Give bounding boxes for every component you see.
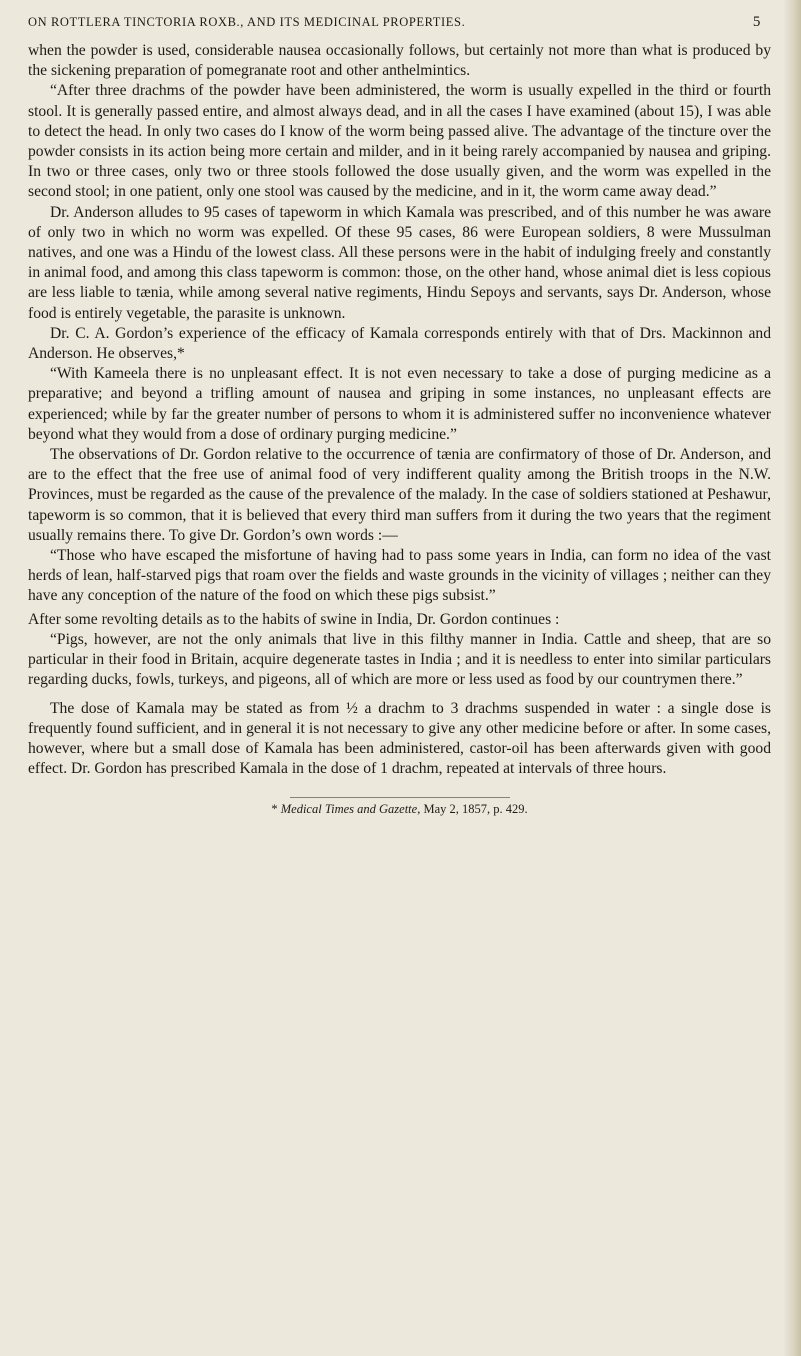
paragraph-dose: The dose of Kamala may be stated as from ½ a drachm to 3 drachms suspended in water : a single dose is frequently found sufficient, and in general it is not necessary to give any other medicine before or after. In some cases, however, where but a small dose of Kamala has been administered, castor-oil has been afterwards given with good effect. Dr. Gordon has prescribed Kamala in the dose of 1 drachm, repeated at intervals of three hours. bbox=[28, 699, 771, 778]
footnote-journal: Medical Times and Gazette, bbox=[280, 802, 421, 817]
paragraph-anderson: Dr. Anderson alludes to 95 cases of tapeworm in which Kamala was prescribed, and of this number he was aware of only two in which no worm was expelled. Of these 95 cases, 86 were European soldiers, 8 were Mussulman natives, and one was a Hindu of the lowest class. All these persons were in the habit of indulging freely and constantly in animal food, and among this class tapeworm is common: those, on the other hand, whose animal diet is less copious are less liable to tænia, while among several native regiments, Hindu Sepoys and servants, says Dr. Anderson, whose food is entirely vegetable, the parasite is unknown. bbox=[28, 203, 771, 322]
quote-gordon-cattle: “Pigs, however, are not the only animals that live in this filthy manner in India. Cattle and sheep, that are so particular in their food in Britain, acquire degenerate tastes in India ; and it is needless to enter into similar particulars regarding ducks, fowls, turkeys, and pigeons, all of which are more or less used as food by our countrymen there.” bbox=[28, 630, 771, 689]
quote-mackinnon: “After three drachms of the powder have been administered, the worm is usually expelled in the third or fourth stool. It is generally passed entire, and almost always dead, and in all the cases I have examined (about 15), I was able to detect the head. In only two cases do I know of the worm being passed alive. The advantage of the tincture over the powder consists in its action being more certain and milder, and in it being rarely accompanied by nausea and griping. In two or three cases, only two or three stools followed the dose usually given, and the worm was expelled in the second stool; in one patient, only one stool was caused by the medicine, and in it, the worm came away dead.” bbox=[28, 82, 771, 201]
quote-gordon-kameela: “With Kameela there is no unpleasant effect. It is not even necessary to take a dose of purging medicine as a preparative; and beyond a trifling amount of nausea and griping in some instances, no unpleasant effects are experienced; while by far the greater number of persons to whom it is administered suffer no inconvenience whatever beyond what they would from a dose of ordinary purging medicine.” bbox=[28, 365, 771, 443]
running-head-title: ON ROTTLERA TINCTORIA ROXB., AND ITS MEDICINAL PROPERTIES. bbox=[28, 15, 466, 29]
page-number: 5 bbox=[752, 14, 761, 30]
body-text bbox=[28, 41, 771, 779]
paragraph-continued: when the powder is used, considerable nausea occasionally follows, but certainly not more than what is produced by the sickening preparation of pomegranate root and other anthelmintics. bbox=[28, 42, 771, 80]
paragraph-gordon-intro: Dr. C. A. Gordon’s experience of the efficacy of Kamala corresponds entirely with that of Drs. Mackinnon and Anderson. He observes,* bbox=[28, 324, 771, 363]
footnote-divider bbox=[290, 797, 510, 798]
running-head bbox=[28, 14, 771, 31]
paragraph-gordon-observations: The observations of Dr. Gordon relative to the occurrence of tænia are confirmatory of those of Dr. Anderson, and are to the effect that the free use of animal food of very indifferent quality among the British troops in the N.W. Provinces, must be regarded as the cause of the prevalence of the malady. In the case of soldiers stationed at Peshawur, tapeworm is so common, that it is believed that every third man suffers from it during the two years that the regiment usually remains there. To give Dr. Gordon’s own words :— bbox=[28, 446, 771, 544]
quote-gordon-pigs: “Those who have escaped the misfortune of having had to pass some years in India, can form no idea of the vast herds of lean, half-starved pigs that roam over the fields and waste grounds in the vicinity of villages ; neither can they have any conception of the nature of the food on which these pigs subsist.” bbox=[28, 547, 771, 605]
page-edge-shadow bbox=[783, 0, 801, 1356]
footnote-marker: * bbox=[271, 802, 278, 817]
footnote-citation: May 2, 1857, p. 429. bbox=[423, 802, 528, 817]
footnote bbox=[28, 802, 771, 817]
paragraph-revolting-details: After some revolting details as to the habits of swine in India, Dr. Gordon continues : bbox=[28, 610, 560, 628]
